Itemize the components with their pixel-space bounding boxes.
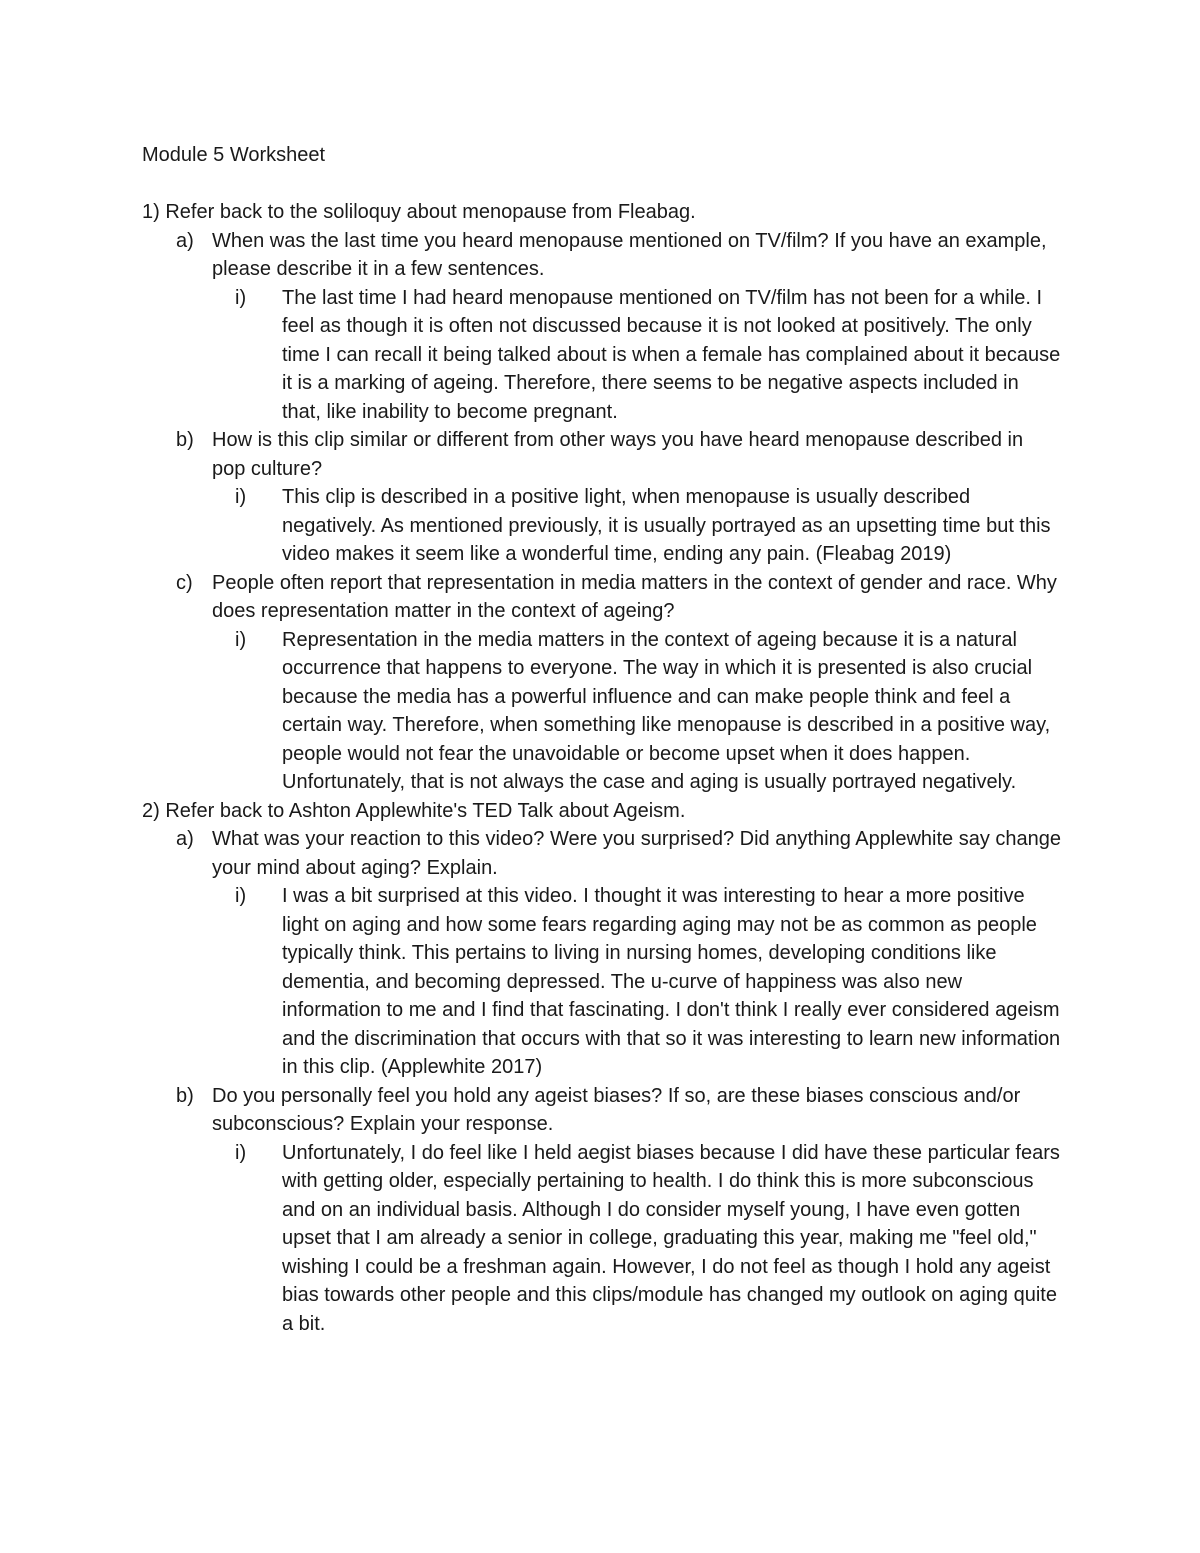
document-title: Module 5 Worksheet [142, 144, 326, 166]
answer-1b-text: This clip is described in a positive light, when menopause is usually described negatively. As mentioned previously, it is usually portrayed as an upsetting time but this video makes it seem like a wonderful time, ending any pain. (Fleabag 2019) [282, 486, 1051, 565]
question-2a [142, 825, 1062, 882]
question-1a-marker: a) [176, 229, 194, 252]
question-2a-text: What was your reaction to this video? Were you surprised? Did anything Applewhite say change your mind about aging? Explain. [212, 828, 1061, 879]
answer-1b [142, 483, 1062, 569]
question-2b-text: Do you personally feel you hold any ageist biases? If so, are these biases conscious and/or subconscious? Explain your response. [212, 1084, 1021, 1135]
question-1b [142, 426, 1062, 483]
answer-1c-text: Representation in the media matters in the context of ageing because it is a natural occurrence that happens to everyone. The way in which it is presented is also crucial because the media has a powerful influence and can make people think and feel a certain way. Therefore, when something like menopause is described in a positive way, people would not fear the unavoidable or become upset when it does happen. Unfortunately, that is not always the case and aging is usually portrayed negatively. [282, 628, 1051, 793]
question-1b-marker: b) [176, 429, 194, 451]
answer-1a [142, 284, 1062, 427]
question-1c-text: People often report that representation in media matters in the context of gender and race. Why does representation matter in the context of ageing? [212, 571, 1057, 622]
question-2-number: 2) [142, 799, 160, 822]
answer-2b-marker: i) [235, 1141, 247, 1164]
question-1b-text: How is this clip similar or different from other ways you have heard menopause described in pop culture? [212, 429, 1024, 480]
document-body [142, 198, 1062, 1338]
question-1-number: 1) [142, 201, 160, 223]
answer-1b-marker: i) [235, 486, 247, 508]
question-2b-marker: b) [176, 1084, 194, 1107]
answer-1a-marker: i) [235, 286, 247, 309]
question-1 [142, 198, 1062, 227]
question-1a-text: When was the last time you heard menopause mentioned on TV/film? If you have an example, please describe it in a few sentences. [212, 229, 1047, 280]
question-1-text: Refer back to the soliloquy about menopause from Fleabag. [165, 201, 696, 223]
answer-2a-marker: i) [235, 885, 247, 907]
answer-2a-text: I was a bit surprised at this video. I thought it was interesting to hear a more positive light on aging and how some fears regarding aging may not be as common as people typically think. This pertains to living in nursing homes, developing conditions like dementia, and becoming depressed. The u-curve of happiness was also new information to me and I find that fascinating. I don't think I really ever considered ageism and the discrimination that occurs with that so it was interesting to learn new information in this clip. (Applewhite 2017) [282, 885, 1061, 1078]
question-2-text: Refer back to Ashton Applewhite's TED Talk about Ageism. [165, 799, 686, 822]
answer-2a [142, 882, 1062, 1082]
question-2b [142, 1082, 1062, 1139]
question-1c [142, 569, 1062, 626]
answer-2b [142, 1139, 1062, 1339]
question-1a [142, 227, 1062, 284]
question-2a-marker: a) [176, 828, 194, 850]
answer-2b-text: Unfortunately, I do feel like I held aegist biases because I did have these particular fears with getting older, especially pertaining to health. I do think this is more subconscious and on an individual basis. Although I do consider myself young, I have even gotten upset that I am already a senior in college, graduating this year, making me "feel old," wishing I could be a freshman again. However, I do not feel as though I hold any ageist bias towards other people and this clips/module has changed my outlook on aging quite a bit. [282, 1141, 1060, 1335]
answer-1a-text: The last time I had heard menopause mentioned on TV/film has not been for a while. I feel as though it is often not discussed because it is not looked at positively. The only time I can recall it being talked about is when a female has complained about it because it is a marking of ageing. Therefore, there seems to be negative aspects included in that, like inability to become pregnant. [282, 286, 1061, 423]
question-2 [142, 797, 1062, 826]
question-1c-marker: c) [176, 571, 193, 594]
answer-1c-marker: i) [235, 628, 247, 651]
answer-1c [142, 626, 1062, 797]
